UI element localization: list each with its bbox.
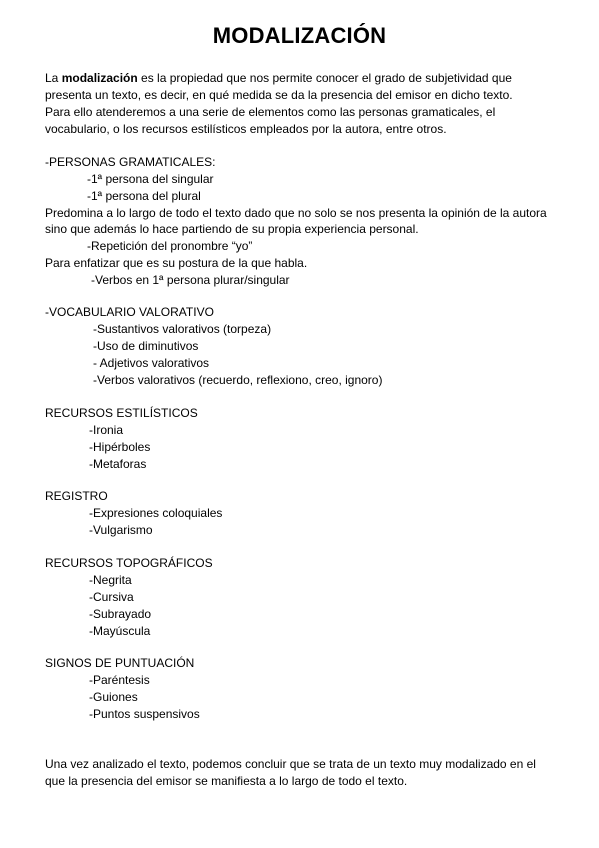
signos-item: -Puntos suspensivos (89, 707, 200, 721)
recursos-estilisticos-item: -Ironia (89, 423, 124, 437)
signos-item: -Paréntesis (89, 673, 150, 687)
personas-item-4: -Verbos en 1ª persona plurar/singular (91, 273, 290, 287)
personas-heading: -PERSONAS GRAMATICALES: (45, 155, 216, 169)
personas-item-1: -1ª persona del singular (87, 172, 214, 186)
registro-item: -Expresiones coloquiales (89, 506, 223, 520)
recursos-topograficos-item: -Cursiva (89, 590, 134, 604)
signos-item: -Guiones (89, 690, 138, 704)
recursos-topograficos-heading: RECURSOS TOPOGRÁFICOS (45, 556, 213, 570)
vocabulario-heading: -VOCABULARIO VALORATIVO (45, 305, 214, 319)
personas-para-line-2: sino que además lo hace partiendo de su propia experiencia personal. (45, 222, 419, 236)
conclusion-line-1: Una vez analizado el texto, podemos concluir que se trata de un texto muy modalizado en el (45, 757, 536, 771)
registro-item: -Vulgarismo (89, 523, 153, 537)
signos-heading: SIGNOS DE PUNTUACIÓN (45, 656, 195, 670)
intro-line-1-post: es la propiedad que nos permite conocer el grado de subjetividad que (137, 71, 512, 85)
vocabulario-item: - Adjetivos valorativos (93, 356, 210, 370)
recursos-topograficos-item: -Negrita (89, 573, 132, 587)
personas-para-line-3: Para enfatizar que es su postura de la que habla. (45, 256, 308, 270)
intro-line-1 (45, 70, 512, 86)
recursos-estilisticos-item: -Hipérboles (89, 440, 151, 454)
recursos-topograficos-item: -Mayúscula (89, 624, 151, 638)
vocabulario-item: -Uso de diminutivos (93, 339, 199, 353)
vocabulario-item: -Verbos valorativos (recuerdo, reflexiono, creo, ignoro) (93, 373, 383, 387)
personas-item-2: -1ª persona del plural (87, 189, 201, 203)
recursos-topograficos-item: -Subrayado (89, 607, 152, 621)
personas-item-3: -Repetición del pronombre “yo” (87, 239, 253, 253)
intro-bold-term: modalización (61, 71, 138, 85)
recursos-estilisticos-item: -Metaforas (89, 457, 147, 471)
registro-heading: REGISTRO (45, 489, 108, 503)
intro-line-4: vocabulario, o los recursos estilísticos empleados por la autora, entre otros. (45, 122, 447, 136)
intro-line-1-pre: La (45, 71, 62, 85)
conclusion-line-2: que la presencia del emisor se manifiesta a lo largo de todo el texto. (45, 774, 408, 788)
recursos-estilisticos-heading: RECURSOS ESTILÍSTICOS (45, 406, 198, 420)
intro-line-2: presenta un texto, es decir, en qué medida se da la presencia del emisor en dicho texto. (45, 88, 513, 102)
intro-line-3: Para ello atenderemos a una serie de elementos como las personas gramaticales, el (45, 105, 496, 119)
personas-para-line-1: Predomina a lo largo de todo el texto dado que no solo se nos presenta la opinión de la autora (45, 206, 547, 220)
page-title: MODALIZACIÓN (212, 23, 387, 48)
vocabulario-item: -Sustantivos valorativos (torpeza) (93, 322, 272, 336)
